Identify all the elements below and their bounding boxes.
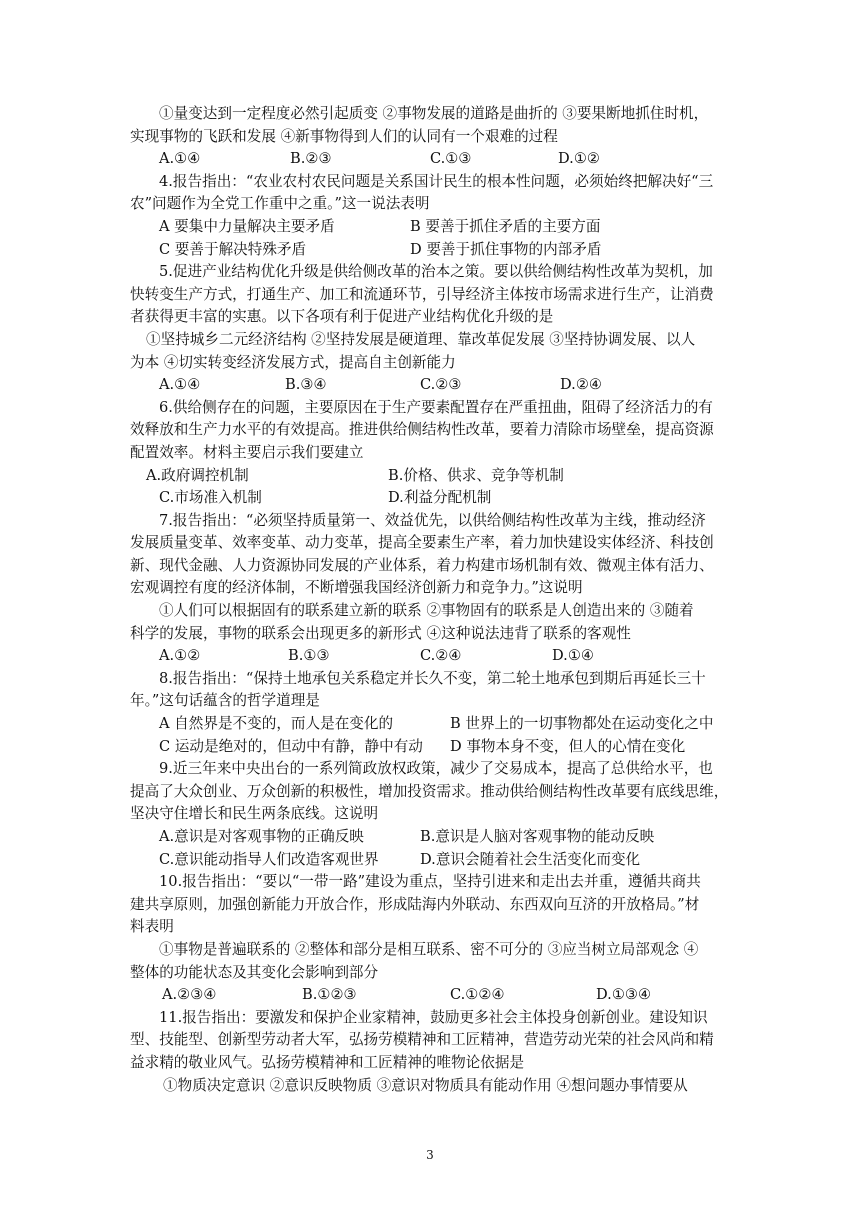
q5-statements-line1: ①坚持城乡二元经济结构 ②坚持发展是硬道理、靠改革促发展 ③坚持协调发展、以人 bbox=[146, 330, 696, 348]
q9-options-row2 bbox=[130, 849, 736, 872]
q7-statements-line2: 科学的发展，事物的联系会出现更多的新形式 ④这种说法违背了联系的客观性 bbox=[130, 624, 631, 642]
q9-option-a: A.意识是对客观事物的正确反映 bbox=[159, 828, 364, 845]
q10-option-b: B.①②③ bbox=[302, 986, 357, 1004]
q3-option-a: A.①④ bbox=[159, 150, 201, 168]
q8-stem-line2: 年。”这句话蕴含的哲学道理是 bbox=[130, 692, 320, 710]
q8-stem-line1: 8.报告指出：“保持土地承包关系稳定并长久不变，第二轮土地承包到期后再延长三十 bbox=[159, 669, 706, 687]
q5-stem-line2: 快转变生产方式，打通生产、加工和流通环节，引导经济主体按市场需求进行生产，让消费 bbox=[130, 285, 714, 303]
q5-options bbox=[130, 374, 736, 397]
q8-options-row1 bbox=[130, 713, 736, 736]
q5-statements-line2: 为本 ④切实转变经济发展方式，提高自主创新能力 bbox=[130, 353, 456, 371]
q7-options bbox=[130, 645, 736, 668]
q11-stem-line1: 11.报告指出：要激发和保护企业家精神，鼓励更多社会主体投身创新创业。建设知识 bbox=[159, 1008, 708, 1026]
q5-option-b: B.③④ bbox=[285, 376, 327, 394]
q9-option-c: C.意识能动指导人们改造客观世界 bbox=[159, 850, 379, 868]
page-number: 3 bbox=[426, 1148, 434, 1162]
q6-option-a: A.政府调控机制 bbox=[146, 466, 249, 484]
q4-option-b: B 要善于抓住矛盾的主要方面 bbox=[410, 217, 601, 235]
q6-options-row2 bbox=[130, 487, 736, 510]
q4-options-row2 bbox=[130, 239, 736, 262]
page-content bbox=[130, 103, 736, 1097]
q5-option-c: C.②③ bbox=[420, 376, 462, 394]
q8-option-a: A 自然界是不变的，而人是在变化的 bbox=[159, 715, 394, 733]
q10-statements-line2: 整体的功能状态及其变化会影响到部分 bbox=[130, 963, 379, 981]
q3-option-c: C.①③ bbox=[430, 150, 472, 168]
q4-option-a: A 要集中力量解决主要矛盾 bbox=[159, 217, 335, 235]
q7-option-d: D.①④ bbox=[552, 647, 594, 665]
q4-option-c: C 要善于解决特殊矛盾 bbox=[159, 240, 307, 258]
q7-stem-line4: 宏观调控有度的经济体制，不断增强我国经济创新力和竞争力。”这说明 bbox=[130, 579, 583, 597]
q10-stem-line2: 建共享原则，加强创新能力开放合作，形成陆海内外联动、东西双向互济的开放格局。”材 bbox=[130, 895, 700, 913]
q6-stem-line1: 6.供给侧存在的问题，主要原因在于生产要素配置存在严重扭曲，阻碍了经济活力的有 bbox=[159, 398, 713, 416]
q10-option-d: D.①③④ bbox=[596, 986, 652, 1004]
q8-option-b: B 世界上的一切事物都处在运动变化之中 bbox=[450, 715, 714, 733]
q7-option-c: C.②④ bbox=[420, 647, 462, 665]
q5-option-a: A.①④ bbox=[159, 376, 201, 394]
q4-option-d: D 要善于抓住事物的内部矛盾 bbox=[410, 240, 602, 258]
q6-option-b: B.价格、供求、竞争等机制 bbox=[388, 466, 564, 484]
q10-stem-line1: 10.报告指出：“要以“一带一路”建设为重点，坚持引进来和走出去并重，遵循共商共 bbox=[159, 873, 701, 891]
q10-option-c: C.①②④ bbox=[450, 986, 505, 1004]
q9-stem-line3: 坚决守住增长和民生两条底线。这说明 bbox=[130, 805, 379, 823]
q4-stem-line2: 农”问题作为全党工作重中之重。”这一说法表明 bbox=[130, 195, 430, 213]
q6-stem-line2: 效释放和生产力水平的有效提高。推进供给侧结构性改革，要着力清除市场壁垒，提高资源 bbox=[130, 421, 714, 439]
q7-statements-line1: ①人们可以根据固有的联系建立新的联系 ②事物固有的联系是人创造出来的 ③随着 bbox=[159, 602, 694, 620]
q9-stem-line2: 提高了大众创业、万众创新的积极性，增加投资需求。推动供给侧结构性改革要有底线思维， bbox=[130, 782, 729, 800]
q3-statements-line2: 实现事物的飞跃和发展 ④新事物得到人们的认同有一个艰难的过程 bbox=[130, 127, 558, 145]
q3-statements-line1: ①量变达到一定程度必然引起质变 ②事物发展的道路是曲折的 ③要果断地抓住时机， bbox=[159, 105, 709, 122]
q6-option-c: C.市场准入机制 bbox=[159, 489, 262, 507]
q9-options-row1 bbox=[130, 826, 736, 849]
q10-options bbox=[130, 984, 736, 1007]
q7-option-a: A.①② bbox=[159, 647, 201, 665]
q9-option-d: D.意识会随着社会生活变化而变化 bbox=[420, 850, 641, 868]
q3-option-d: D.①② bbox=[558, 150, 600, 168]
q8-option-c: C 运动是绝对的，但动中有静，静中有动 bbox=[159, 737, 423, 755]
q10-option-a: A.②③④ bbox=[162, 986, 217, 1004]
q11-stem-line2: 型、技能型、创新型劳动者大军，弘扬劳模精神和工匠精神，营造劳动光荣的社会风尚和精 bbox=[130, 1031, 714, 1049]
q10-statements-line1: ①事物是普遍联系的 ②整体和部分是相互联系、密不可分的 ③应当树立局部观念 ④ bbox=[159, 940, 699, 958]
q6-stem-line3: 配置效率。材料主要启示我们要建立 bbox=[130, 443, 364, 461]
q9-stem-line1: 9.近三年来中央出台的一系列简政放权政策，减少了交易成本，提高了总供给水平，也 bbox=[159, 760, 713, 778]
q4-options-row1 bbox=[130, 216, 736, 239]
q3-options bbox=[130, 148, 736, 171]
q7-option-b: B.①③ bbox=[288, 647, 330, 665]
q11-stem-line3: 益求精的敬业风气。弘扬劳模精神和工匠精神的唯物论依据是 bbox=[130, 1053, 525, 1071]
q7-stem-line1: 7.报告指出：“必须坚持质量第一、效益优先，以供给侧结构性改革为主线，推动经济 bbox=[159, 511, 706, 529]
q5-stem-line3: 者获得更丰富的实惠。以下各项有利于促进产业结构优化升级的是 bbox=[130, 308, 554, 326]
q6-option-d: D.利益分配机制 bbox=[388, 489, 492, 507]
q9-option-b: B.意识是人脑对客观事物的能动反映 bbox=[420, 828, 655, 845]
q7-stem-line3: 新、现代金融、人力资源协同发展的产业体系，着力构建市场机制有效、微观主体有活力、 bbox=[130, 556, 714, 574]
q10-stem-line3: 料表明 bbox=[130, 918, 174, 936]
q8-option-d: D 事物本身不变，但人的心情在变化 bbox=[450, 737, 686, 755]
q5-stem-line1: 5.促进产业结构优化升级是供给侧改革的治本之策。要以供给侧结构性改革为契机，加 bbox=[159, 263, 713, 281]
q7-stem-line2: 发展质量变革、效率变革、动力变革，提高全要素生产率，着力加快建设实体经济、科技创 bbox=[130, 534, 714, 552]
q6-options-row1 bbox=[130, 465, 736, 488]
q8-options-row2 bbox=[130, 736, 736, 759]
q3-option-b: B.②③ bbox=[290, 150, 332, 168]
q11-statements-line1: ①物质决定意识 ②意识反映物质 ③意识对物质具有能动作用 ④想问题办事情要从 bbox=[163, 1076, 688, 1094]
q4-stem-line1: 4.报告指出：“农业农村农民问题是关系国计民生的根本性问题，必须始终把解决好“三 bbox=[159, 172, 714, 190]
q5-option-d: D.②④ bbox=[560, 376, 602, 394]
